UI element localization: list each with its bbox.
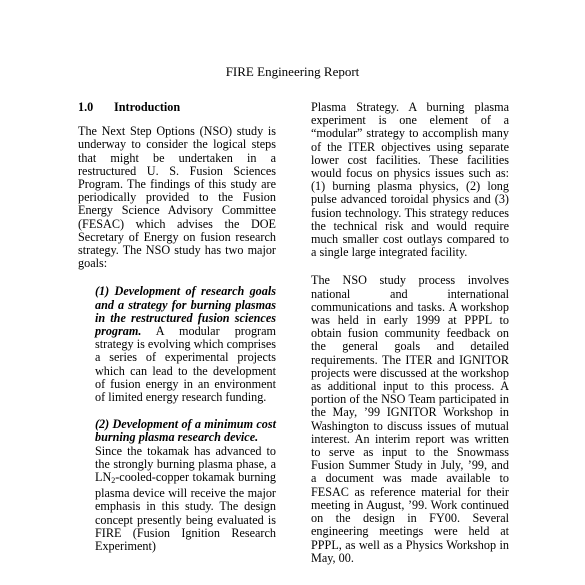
section-heading [78,101,276,114]
goal-2-text [95,445,276,554]
section-title: Introduction [114,100,181,114]
strategy-paragraph: Plasma Strategy. A burning plasma experiment is one element of a “modular” strategy to accomplish many of the ITER objectives using separate lower cost facilities. These facilities would focus on physics issues such as: (1) burning plasma physics, (2) long pulse advanced toroidal physics and (3) fusion technology. This strategy reduces the technical risk and would require much smaller cost outlays compared to a single large integrated facility. [311,100,509,260]
goal-2-text-a: Since the tokamak has advanced to the strongly burning plasma phase, a LN [95,443,276,485]
page-title: FIRE Engineering Report [225,64,360,79]
goal-1-text: A modular program strategy is evolving which comprises a series of experimental projects which can lead to the development of fusion energy in an environment of limited energy research funding. [95,324,276,405]
goal-1-paragraph [78,285,276,404]
left-column [78,101,276,567]
goal-2-subscript: 2 [111,476,116,486]
right-column [311,101,509,565]
process-paragraph: The NSO study process involves national and international communications and tasks. A workshop was held in early 1999 at PPPL to obtain fusion community feedback on the general goals and detailed requirements. The ITER and IGNITOR projects were discussed at the workshop as additional input to this process. A portion of the NSO Team participated in the May, ’99 IGNITOR Workshop in Washington to discuss issues of mutual interest. An interim report was written to serve as input to the Snowmass Fusion Summer Study in July, ’99, and a document was made available to FESAC as reference material for their meeting in August, ’99. Work continued on the design in FY00. Several engineering meetings were held at PPPL, as well as a Physics Workshop in May, 00. [311,273,509,565]
goal-2-block [78,418,276,553]
goal-2-text-b: -cooled-copper tokamak burning plasma device will receive the major emphasis in this study. The design concept presently being evaluated is FIRE (Fusion Ignition Research Experiment) [95,470,276,554]
goal-1-title: (1) Development of research goals and a strategy for burning plasmas in the restructured fusion sciences program. [95,284,276,339]
goal-2-title: (2) Development of a minimum cost burning plasma research device. [95,417,276,445]
intro-paragraph: The Next Step Options (NSO) study is underway to consider the logical steps that might be undertaken in a restructured U. S. Fusion Sciences Program. The findings of this study are periodically provided to the Fusion Energy Science Advisory Committee (FESAC) which advises the DOE Secretary of Energy on fusion research strategy. The NSO study has two major goals: [78,124,276,271]
section-number: 1.0 [78,100,94,114]
